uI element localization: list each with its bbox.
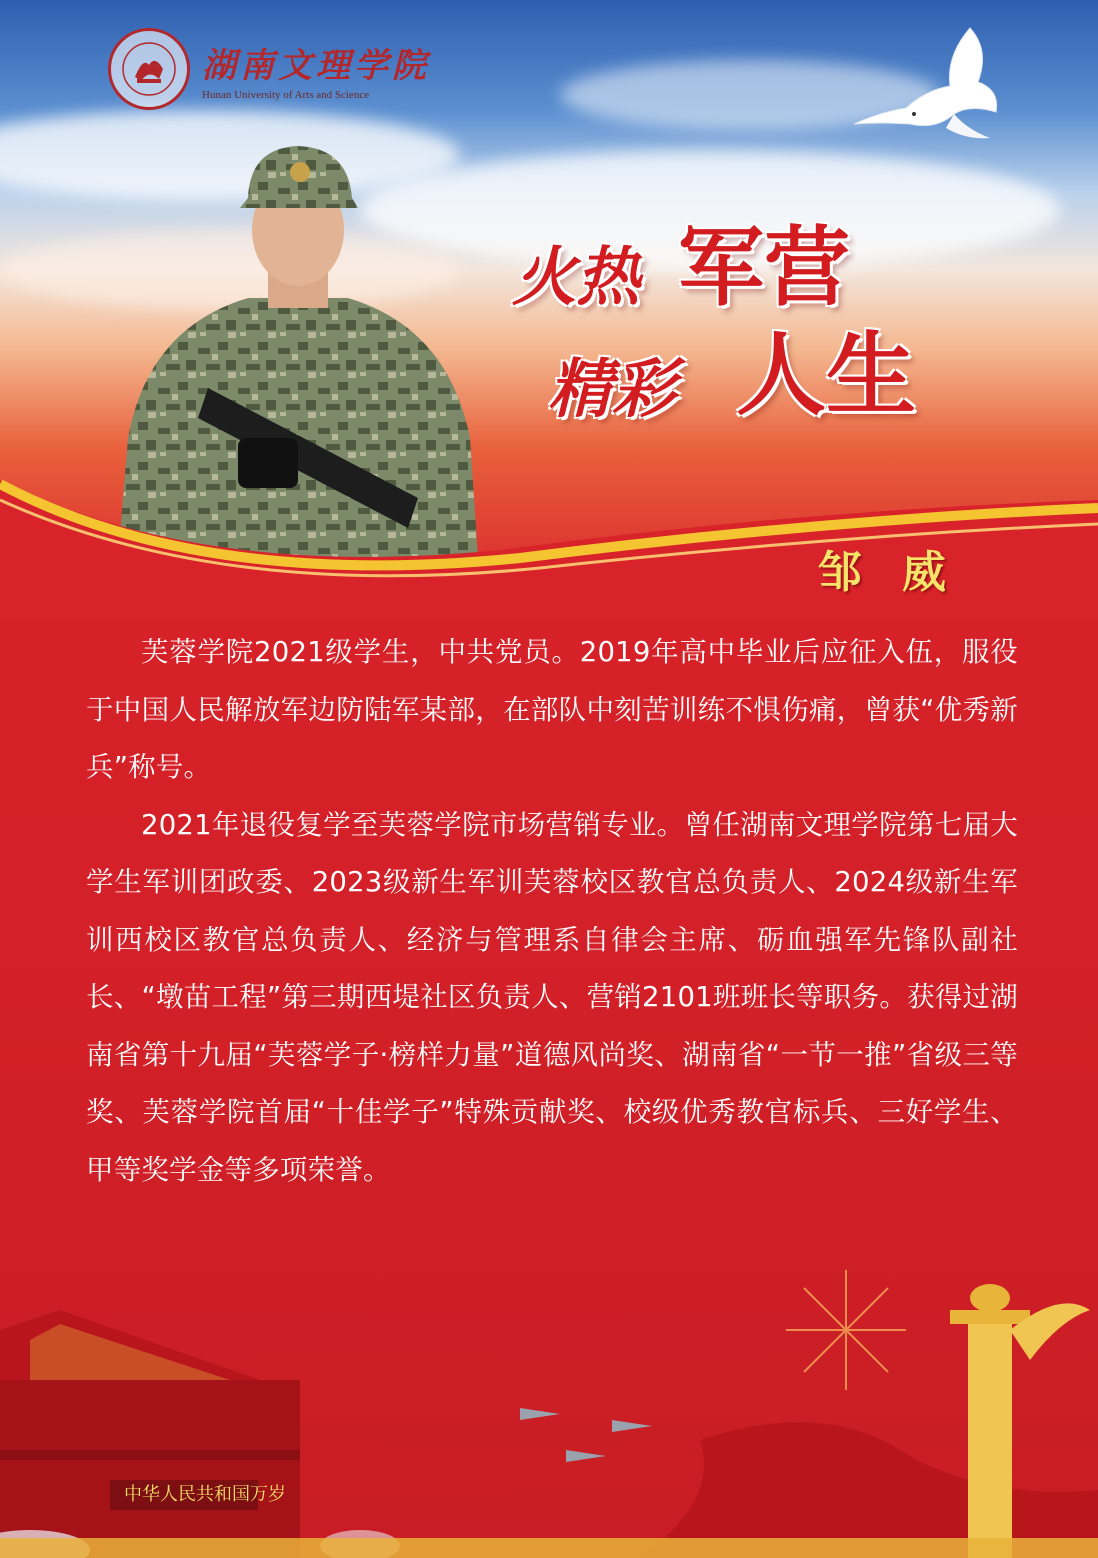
school-logo [108,28,430,110]
red-ribbon [640,1422,1098,1558]
tiananmen-gate-icon [0,1310,300,1558]
bottom-decoration [0,1270,1098,1558]
school-name-cn: 湖南文理学院 [202,45,430,86]
slogan-line2-small: 精彩 [548,352,676,427]
profile-name: 邹威 [818,547,986,598]
dove-icon [850,20,1010,150]
bio-paragraph-2: 2021年退役复学至芙蓉学院市场营销专业。曾任湖南文理学院第七届大学生军训团政委、2023级新生军训芙蓉校区教官总负责人、2024级新生军训西校区教官总负责人、经济与管理系自律会主席、砺血强军先锋队副社长、“墩苗工程”第三期西堤社区负责人、营销2101班班长等职务。获得过湖南省第十九届“芙蓉学子·榜样力量”道德风尚奖、湖南省“一节一推”省级三等奖、芙蓉学院首届“十佳学子”特殊贡献奖、校级优秀教官标兵、三好学生、甲等奖学金等多项荣誉。 [86,808,1018,1186]
jets-icon [520,1408,652,1462]
school-seal-icon [108,28,190,110]
firework-icon [786,1270,906,1390]
slogan-line1-small: 火热 [512,240,640,315]
gate-banner: 中华人民共和国万岁 [124,1484,286,1505]
bio-paragraph-1: 芙蓉学院2021级学生，中共党员。2019年高中毕业后应征入伍，服役于中国人民解放军边防陆军某部，在部队中刻苦训练不惧伤痛，曾获“优秀新兵”称号。 [86,636,1018,783]
school-name-en: Hunan University of Arts and Science [202,88,370,101]
profile-bio [86,624,1018,1199]
slogan-line1-big: 军营 [678,218,850,318]
slogan-line2-big: 人生 [736,323,916,428]
